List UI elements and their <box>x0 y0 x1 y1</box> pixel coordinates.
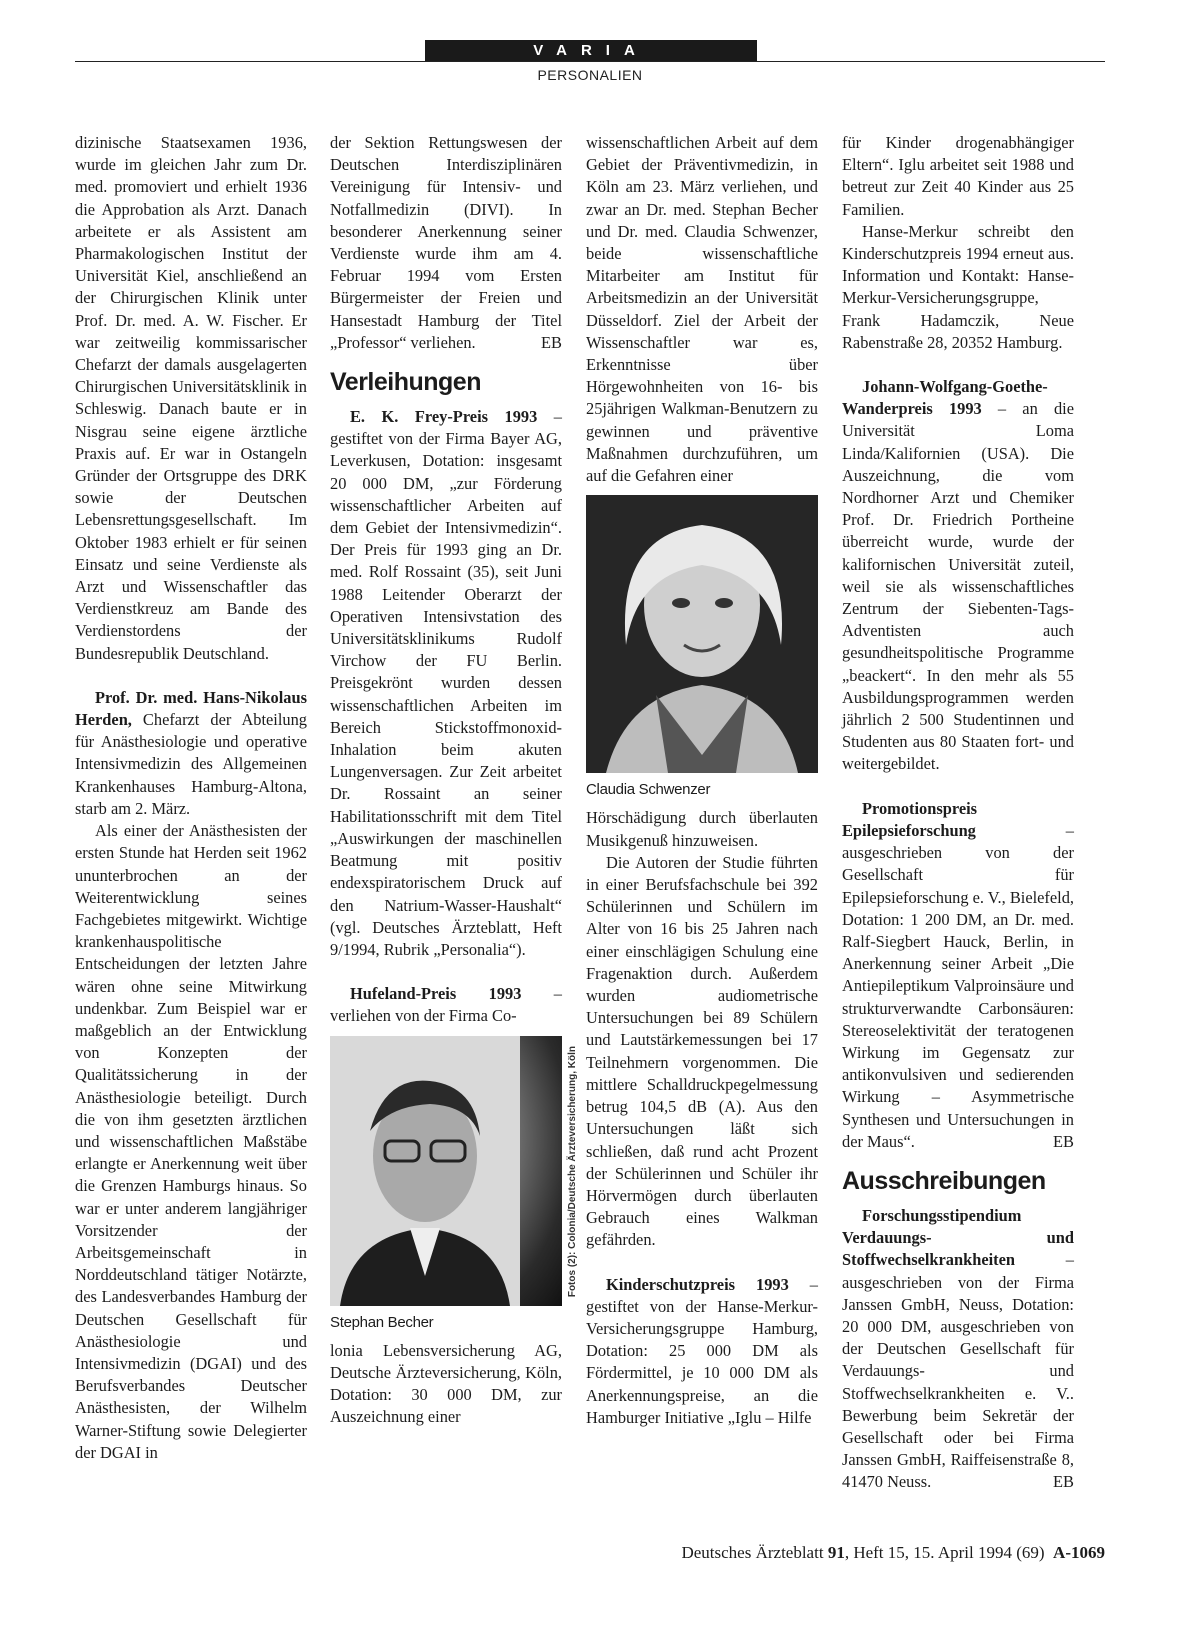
paragraph: lonia Lebensversicherung AG, Deutsche Ärzteversicherung, Köln, Dotation: 30 000 DM, zur Auszeichnung einer <box>330 1340 562 1427</box>
paragraph: Hörschädigung durch überlauten Musikgenuß hinzuweisen. <box>586 808 818 850</box>
paragraph-text: Chefarzt der Abteilung für Anästhesiologie und operative Intensivmedizin des Allgemeinen Krankenhauses Hamburg-Altona, starb am 2. März. <box>75 710 307 818</box>
section-heading: Ausschreibungen <box>842 1166 1046 1195</box>
author-initials: EB <box>541 332 562 352</box>
photo-caption: Claudia Schwenzer <box>586 781 711 799</box>
paragraph <box>842 798 1074 1153</box>
paragraph <box>75 687 307 820</box>
paragraph <box>842 1205 1074 1494</box>
award-name: Kinderschutzpreis 1993 <box>606 1274 789 1294</box>
portrait-photo <box>330 1036 562 1306</box>
paragraph: wissenschaftlichen Arbeit auf dem Gebiet der Präventivmedizin, in Köln am 23. März verliehen, und zwar an Dr. med. Stephan Becher und Dr. med. Claudia Schwenzer, beide wissenschaftliche Mitarbeiter am Institut für Arbeitsmedizin an der Universität Düsseldorf. Ziel der Arbeit der Wissenschaftler war es, Erkenntnisse über Hörgewohnheiten von 16- bis 25jährigen Walkman-Benutzern zu gewinnen und präventive Maßnahmen durchzuführen, um auf die Gefahren einer <box>586 133 818 486</box>
paragraph-text: – ausgeschrieben von der Gesellschaft für Epilepsieforschung e. V., Bielefeld, Dotation: 1 200 DM, an Dr. med. Ralf-Siegbert Hauck, Berlin, in Anerkennung seiner Arbeit „Die Antiepileptikum Valproinsäure und strukturverwandte Carbonsäuren: Stereoselektivität der teratogenen Wirkung im Gegensatz zur antikonvulsiven und sedierenden Wirkung – Asymmetrische Synthesen und Untersuchungen in der Maus“. <box>842 820 1074 1151</box>
column-4 <box>842 132 1074 1494</box>
header-rule <box>75 61 1105 62</box>
paragraph-text: – ausgeschrieben von der Firma Janssen GmbH, Neuss, Dotation: 20 000 DM, ausgeschrieben von der Deutschen Gesellschaft für Verdauungs- und Stoffwechselkrankheiten e. V.. Bewerbung beim Sekretär der Gesellschaft oder bei Firma Janssen GmbH, Raiffeisenstraße 8, 41470 Neuss. <box>842 1250 1074 1492</box>
photo-caption: Stephan Becher <box>330 1313 434 1331</box>
photo-credit: Fotos (2): Colonia/Deutsche Ärzteversicherung, Köln <box>566 1045 578 1297</box>
award-name: Johann-Wolfgang-Goethe-Wanderpreis 1993 <box>842 377 1048 419</box>
paragraph <box>330 406 562 961</box>
paragraph <box>330 983 562 1027</box>
paragraph <box>842 376 1074 776</box>
column-1 <box>75 132 307 1464</box>
person-name: Prof. Dr. med. Hans-Nikolaus Herden, <box>75 687 307 730</box>
paragraph-text: – gestiftet von der Firma Bayer AG, Leverkusen, Dotation: insgesamt 20 000 DM, „zur Förderung wissenschaftlicher Arbeiten auf dem Gebiet der Intensivmedizin“. Der Preis für 1993 ging an Dr. med. Rolf Rossaint (35), seit Juni 1988 Leitender Oberarzt der Operativen Intensivstation des Universitätsklinikums Rudolf Virchow der FU Berlin. Preisgekrönt wurden dessen wissenschaftlichen Arbeiten im Bereich Stickstoffmonoxid-Inhalation beim akuten Lungenversagen. Zur Zeit arbeitet Dr. Rossaint an seiner Habilitationsschrift mit dem Titel „Auswirkungen der maschinellen Beatmung mit positiv endexspiratorischem Druck auf den Natrium-Wasser-Haushalt“ (vgl. Deutsches Ärzteblatt, Heft 9/1994, Rubrik „Personalia“). <box>330 407 562 959</box>
paragraph: Als einer der Anästhesisten der ersten Stunde hat Herden seit 1962 ununterbrochen an der Weiterentwicklung seines Fachgebietes mitgewirkt. Wichtige krankenhauspolitische Entscheidungen der letzten Jahre wären ohne seine Mitwirkung undenkbar. Zum Beispiel war er maßgeblich an der Entwicklung von Konzepten der Qualitätssicherung in der Anästhesiologie beteiligt. Durch die von ihm gesetzten ärztlichen und wissenschaftlichen Maßstäbe erlangte er Anerkennung weit über die Grenzen Hamburgs hinaus. So war er unter anderem langjähriger Vorsitzender der Arbeitsgemeinschaft in Norddeutschland tätiger Notärzte, des Landesverbandes Hamburg der Deutschen Gesellschaft für Anästhesiologie und Intensivmedizin (DGAI) und des Berufsverbandes Deutscher Anästhesisten, der Wilhelm Warner-Stiftung sowie Delegierter der DGAI in <box>75 821 307 1462</box>
paragraph-text: – gestiftet von der Hanse-Merkur-Versicherungsgruppe Hamburg, Dotation: 25 000 DM als Fördermittel, je 10 000 DM als Anerkennungspreise, an die Hamburger Initiative „Iglu – Hilfe <box>586 1274 818 1427</box>
paragraph <box>586 1274 818 1429</box>
portrait-illustration <box>586 495 818 773</box>
section-banner: VARIA <box>425 40 757 61</box>
column-2 <box>330 132 578 1429</box>
paragraph: dizinische Staatsexamen 1936, wurde im gleichen Jahr zum Dr. med. promoviert und erhielt 1936 die Approbation als Arzt. Danach arbeitete er als Assistent am Pharmakologischen Institut der Universität Kiel, anschließend an der Chirurgischen Klinik unter Prof. Dr. med. A. W. Fischer. Er war zeitweilig kommissarischer Chefarzt der damals ausgelagerten Chirurgischen Universitätsklinik in Schleswig. Danach baute er in Nisgrau seine eigene ärztliche Praxis auf. Er war in Ostangeln Gründer der Ortsgruppe des DRK sowie der Deutschen Lebensrettungsgesellschaft. Im Oktober 1983 erhielt er für seinen Einsatz und seine Verdienste als Arzt und Wissenschaftler das Verdienstkreuz am Bande des Verdienstordens der Bundesrepublik Deutschland. <box>75 133 307 663</box>
author-initials: EB <box>1053 1472 1074 1492</box>
photo-claudia-schwenzer <box>586 495 818 801</box>
award-name: Forschungsstipendium Verdauungs- und Stoffwechselkrankheiten <box>842 1205 1074 1270</box>
paragraph-text: – an die Universität Loma Linda/Kalifornien (USA). Die Auszeichnung, die vom Nordhorner Arzt und Chemiker Prof. Dr. Friedrich Portheine überreicht wurde, wurde der kalifornischen Universität zuteil, weil sie als wissenschaftliches Zentrum der Siebenten-Tags-Adventisten auch gesundheitspolitische Programme „beackert“. In den mehr als 55 Ausbildungsprogrammen werden jährlich 2 500 Studentinnen und Studenten aus 80 Staaten fort- und weitergebildet. <box>842 399 1074 774</box>
paragraph: Hanse-Merkur schreibt den Kinderschutzpreis 1994 erneut aus. Information und Kontakt: Hanse-Merkur-Versicherungsgruppe, Frank Hadamczik, Neue Rabenstraße 28, 20352 Hamburg. <box>842 221 1074 352</box>
journal-issue: , Heft 15, 15. April 1994 (69) <box>844 1543 1045 1562</box>
page-number: A-1069 <box>1053 1543 1105 1562</box>
author-initials: EB <box>1053 1131 1074 1151</box>
paragraph: für Kinder drogenabhängiger Eltern“. Iglu arbeitet seit 1988 und betreut zur Zeit 40 Kinder aus 25 Familien. <box>842 133 1074 219</box>
page-footer <box>560 1543 1105 1563</box>
paragraph <box>330 132 562 354</box>
journal-name: Deutsches Ärzteblatt <box>681 1543 824 1562</box>
column-3 <box>586 132 818 1429</box>
portrait-photo <box>586 495 818 773</box>
section-heading: Verleihungen <box>330 368 481 397</box>
section-title: PERSONALIEN <box>537 67 643 83</box>
paragraph-text: der Sektion Rettungswesen der Deutschen Interdisziplinären Vereinigung für Intensiv- und Notfallmedizin (DIVI). In besonderer Anerkennung seiner Verdienste wurde ihm am 4. Februar 1994 vom Ersten Bürgermeister der Freien und Hansestadt Hamburg der Titel „Professor“ verliehen. <box>330 133 562 352</box>
paragraph-text: – verliehen von der Firma Co- <box>330 984 562 1026</box>
portrait-illustration <box>330 1036 520 1306</box>
paragraph: Die Autoren der Studie führten in einer Berufsfachschule bei 392 Schülerinnen und Schülern im Alter von 16 bis 25 Jahren nach einer einschlägigen Schulung eine Fragenaktion durch. Außerdem wurden audiometrische Untersuchungen bei 89 Schülern und Lautstärkemessungen bei 17 Teilnehmern vorgenommen. Die mittlere Schalldruckpegelmessung betrug 104,5 dB (A). Aus den Untersuchungen läßt sich schließen, daß rund acht Prozent der Schülerinnen und Schüler ihr Hörvermögen durch überlauten Gebrauch eines Walkman gefährden. <box>586 852 818 1250</box>
photo-stephan-becher <box>330 1036 578 1334</box>
award-name: Promotionspreis Epilepsieforschung <box>842 798 978 840</box>
award-name: E. K. Frey-Preis 1993 <box>350 407 538 427</box>
journal-volume: 91 <box>827 1543 845 1562</box>
award-name: Hufeland-Preis 1993 <box>350 984 522 1004</box>
